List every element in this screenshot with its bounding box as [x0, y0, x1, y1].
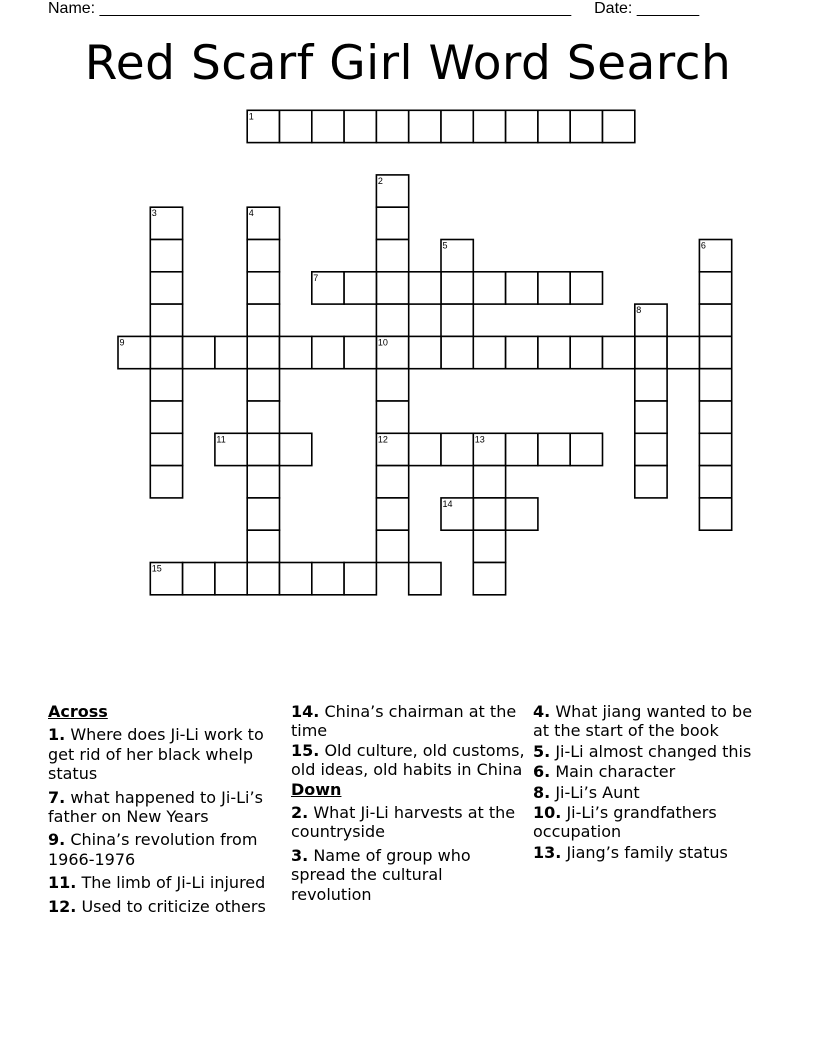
- grid-cell[interactable]: [699, 369, 731, 401]
- grid-cell[interactable]: [150, 433, 182, 465]
- grid-cell[interactable]: [247, 433, 279, 465]
- grid-cell[interactable]: [473, 272, 505, 304]
- grid-cell[interactable]: [538, 272, 570, 304]
- grid-cell[interactable]: [635, 336, 667, 368]
- grid-cell[interactable]: [635, 466, 667, 498]
- clue-number-label: 13: [474, 434, 485, 445]
- clue-text: China’s revolution from 1966-1976: [48, 830, 258, 869]
- clue-number: 7.: [48, 787, 66, 807]
- clue-number-label: 6: [700, 240, 706, 251]
- grid-cell[interactable]: [247, 401, 279, 433]
- clue-item: [533, 762, 769, 781]
- grid-cell[interactable]: [441, 433, 473, 465]
- grid-cell[interactable]: [247, 272, 279, 304]
- grid-cell[interactable]: [344, 336, 376, 368]
- clue-item: [533, 742, 769, 761]
- date-field[interactable]: _______: [636, 0, 700, 17]
- clue-number: 11.: [48, 873, 77, 893]
- grid-cell[interactable]: [280, 336, 312, 368]
- clue-text: China’s chairman at the time: [291, 702, 517, 741]
- clue-text: What Ji-Li harvests at the countryside: [291, 803, 516, 842]
- clue-item: [291, 846, 527, 904]
- grid-cell[interactable]: [376, 530, 408, 562]
- grid-cell[interactable]: [215, 336, 247, 368]
- page-title: Red Scarf Girl Word Search: [84, 36, 732, 91]
- clue-number: 2.: [291, 803, 309, 823]
- grid-cell[interactable]: [409, 336, 441, 368]
- clue-number-label: 11: [216, 434, 226, 445]
- grid-cell[interactable]: [699, 498, 731, 530]
- grid-cell[interactable]: [247, 530, 279, 562]
- grid-cell[interactable]: [603, 110, 635, 142]
- grid-cell[interactable]: [441, 110, 473, 142]
- clue-number: 15.: [291, 740, 320, 760]
- grid-cell[interactable]: [280, 433, 312, 465]
- clue-item: [48, 830, 284, 869]
- grid-cell[interactable]: [183, 336, 215, 368]
- grid-cell[interactable]: [280, 110, 312, 142]
- grid-cell[interactable]: [441, 336, 473, 368]
- clue-number-label: 10: [377, 337, 388, 348]
- clues-column-1: [48, 702, 284, 920]
- clue-number-label: 12: [377, 434, 388, 445]
- across-heading: Across: [48, 702, 108, 721]
- clue-item: [291, 702, 527, 741]
- grid-cell[interactable]: [506, 272, 538, 304]
- clue-item: [291, 741, 527, 780]
- clue-text: Ji-Li almost changed this: [555, 741, 752, 761]
- clue-text: Old culture, old customs, old ideas, old habits in China: [291, 740, 525, 780]
- clues-column-2: [291, 702, 527, 908]
- grid-cell[interactable]: [441, 304, 473, 336]
- clue-number: 8.: [533, 782, 551, 802]
- grid-cell[interactable]: [247, 498, 279, 530]
- clue-text: The limb of Ji-Li injured: [81, 873, 266, 893]
- clue-item: [533, 843, 769, 862]
- clues-column-3: [533, 702, 769, 863]
- clue-text: What jiang wanted to be at the start of the book: [533, 702, 753, 741]
- grid-cell[interactable]: [376, 466, 408, 498]
- grid-cell[interactable]: [699, 433, 731, 465]
- grid-cell[interactable]: [312, 336, 344, 368]
- grid-cell[interactable]: [635, 369, 667, 401]
- clue-number: 14.: [291, 702, 320, 721]
- grid-cell[interactable]: [183, 563, 215, 595]
- clue-number: 3.: [291, 845, 309, 865]
- clue-number-label: 15: [151, 563, 162, 574]
- clue-text: Where does Ji-Li work to get rid of her black whelp status: [48, 725, 264, 784]
- grid-cell[interactable]: [538, 336, 570, 368]
- grid-cell[interactable]: [150, 304, 182, 336]
- grid-cell[interactable]: [699, 336, 731, 368]
- grid-cell[interactable]: [376, 401, 408, 433]
- grid-cell[interactable]: [667, 336, 699, 368]
- grid-cell[interactable]: [247, 563, 279, 595]
- grid-cell[interactable]: [150, 240, 182, 272]
- grid-cell[interactable]: [280, 563, 312, 595]
- grid-cell[interactable]: [247, 336, 279, 368]
- grid-cell[interactable]: [506, 110, 538, 142]
- grid-cell[interactable]: [409, 433, 441, 465]
- grid-cell[interactable]: [699, 401, 731, 433]
- clue-text: Jiang’s family status: [566, 842, 728, 862]
- clue-number-label: 7: [313, 272, 319, 283]
- clue-number-label: 5: [442, 240, 448, 251]
- grid-cell[interactable]: [312, 563, 344, 595]
- clue-number: 12.: [48, 896, 77, 916]
- grid-cell[interactable]: [376, 498, 408, 530]
- grid-cell[interactable]: [150, 466, 182, 498]
- grid-cell[interactable]: [506, 433, 538, 465]
- clue-number-label: 8: [636, 305, 642, 316]
- grid-cell[interactable]: [344, 563, 376, 595]
- clue-item: [533, 783, 769, 802]
- grid-cell[interactable]: [344, 110, 376, 142]
- clue-number-label: 14: [442, 498, 453, 509]
- grid-cell[interactable]: [150, 401, 182, 433]
- grid-cell[interactable]: [247, 304, 279, 336]
- grid-cell[interactable]: [409, 272, 441, 304]
- grid-cell[interactable]: [376, 207, 408, 239]
- clue-item: [533, 702, 769, 741]
- grid-cell[interactable]: [506, 498, 538, 530]
- grid-cell[interactable]: [635, 401, 667, 433]
- grid-cell[interactable]: [570, 110, 602, 142]
- grid-cell[interactable]: [215, 563, 247, 595]
- clue-number: 10.: [533, 803, 562, 823]
- grid-cell[interactable]: [603, 336, 635, 368]
- grid-cell[interactable]: [570, 272, 602, 304]
- grid-cell[interactable]: [344, 272, 376, 304]
- grid-cell[interactable]: [506, 336, 538, 368]
- clue-number: 9.: [48, 830, 66, 850]
- grid-cell[interactable]: [376, 369, 408, 401]
- grid-cell[interactable]: [699, 272, 731, 304]
- grid-cell[interactable]: [247, 369, 279, 401]
- grid-cell[interactable]: [538, 110, 570, 142]
- clue-item: [48, 788, 284, 827]
- clue-number: 6.: [533, 762, 551, 782]
- clue-item: [48, 873, 284, 892]
- grid-cell[interactable]: [538, 433, 570, 465]
- clue-item: [291, 803, 527, 842]
- clue-number-label: 3: [151, 208, 157, 219]
- grid-cell[interactable]: [441, 272, 473, 304]
- clue-number-label: 2: [377, 175, 383, 186]
- grid-cell[interactable]: [150, 272, 182, 304]
- clue-number-label: 9: [119, 337, 125, 348]
- grid-cell[interactable]: [247, 466, 279, 498]
- grid-cell[interactable]: [473, 563, 505, 595]
- grid-cell[interactable]: [376, 304, 408, 336]
- clue-item: [48, 897, 284, 916]
- clue-text: Name of group who spread the cultural revolution: [291, 845, 471, 904]
- grid-cell[interactable]: [409, 110, 441, 142]
- grid-cell[interactable]: [376, 110, 408, 142]
- name-label: Name:: [48, 0, 96, 17]
- clue-text: Ji-Li’s grandfathers occupation: [533, 803, 717, 842]
- clue-number: 13.: [533, 842, 562, 862]
- down-heading: Down: [291, 779, 342, 799]
- grid-cell[interactable]: [699, 304, 731, 336]
- grid-cell[interactable]: [699, 466, 731, 498]
- grid-cell[interactable]: [376, 240, 408, 272]
- clue-text: Ji-Li’s Aunt: [555, 782, 640, 802]
- clue-item: [48, 725, 284, 783]
- grid-cell[interactable]: [473, 110, 505, 142]
- grid-cell[interactable]: [570, 433, 602, 465]
- grid-cell[interactable]: [473, 336, 505, 368]
- grid-cell[interactable]: [570, 336, 602, 368]
- grid-cell[interactable]: [409, 563, 441, 595]
- name-field[interactable]: _____________________________________________________: [99, 0, 572, 17]
- grid-cell[interactable]: [473, 498, 505, 530]
- clue-text: what happened to Ji-Li’s father on New Years: [48, 787, 263, 827]
- clue-number: 1.: [48, 725, 66, 745]
- grid-cell[interactable]: [473, 530, 505, 562]
- clue-number-label: 1: [248, 111, 254, 122]
- clue-text: Used to criticize others: [81, 896, 266, 916]
- grid-cell[interactable]: [150, 369, 182, 401]
- grid-cell[interactable]: [635, 433, 667, 465]
- clue-number: 5.: [533, 741, 551, 761]
- grid-cell[interactable]: [150, 336, 182, 368]
- grid-cell[interactable]: [312, 110, 344, 142]
- clue-text: Main character: [555, 762, 676, 782]
- date-label: Date:: [594, 0, 633, 17]
- grid-cell[interactable]: [247, 240, 279, 272]
- clue-number: 4.: [533, 702, 551, 721]
- clue-item: [533, 803, 769, 842]
- grid-cell[interactable]: [473, 466, 505, 498]
- grid-cell[interactable]: [376, 272, 408, 304]
- clue-number-label: 4: [248, 208, 254, 219]
